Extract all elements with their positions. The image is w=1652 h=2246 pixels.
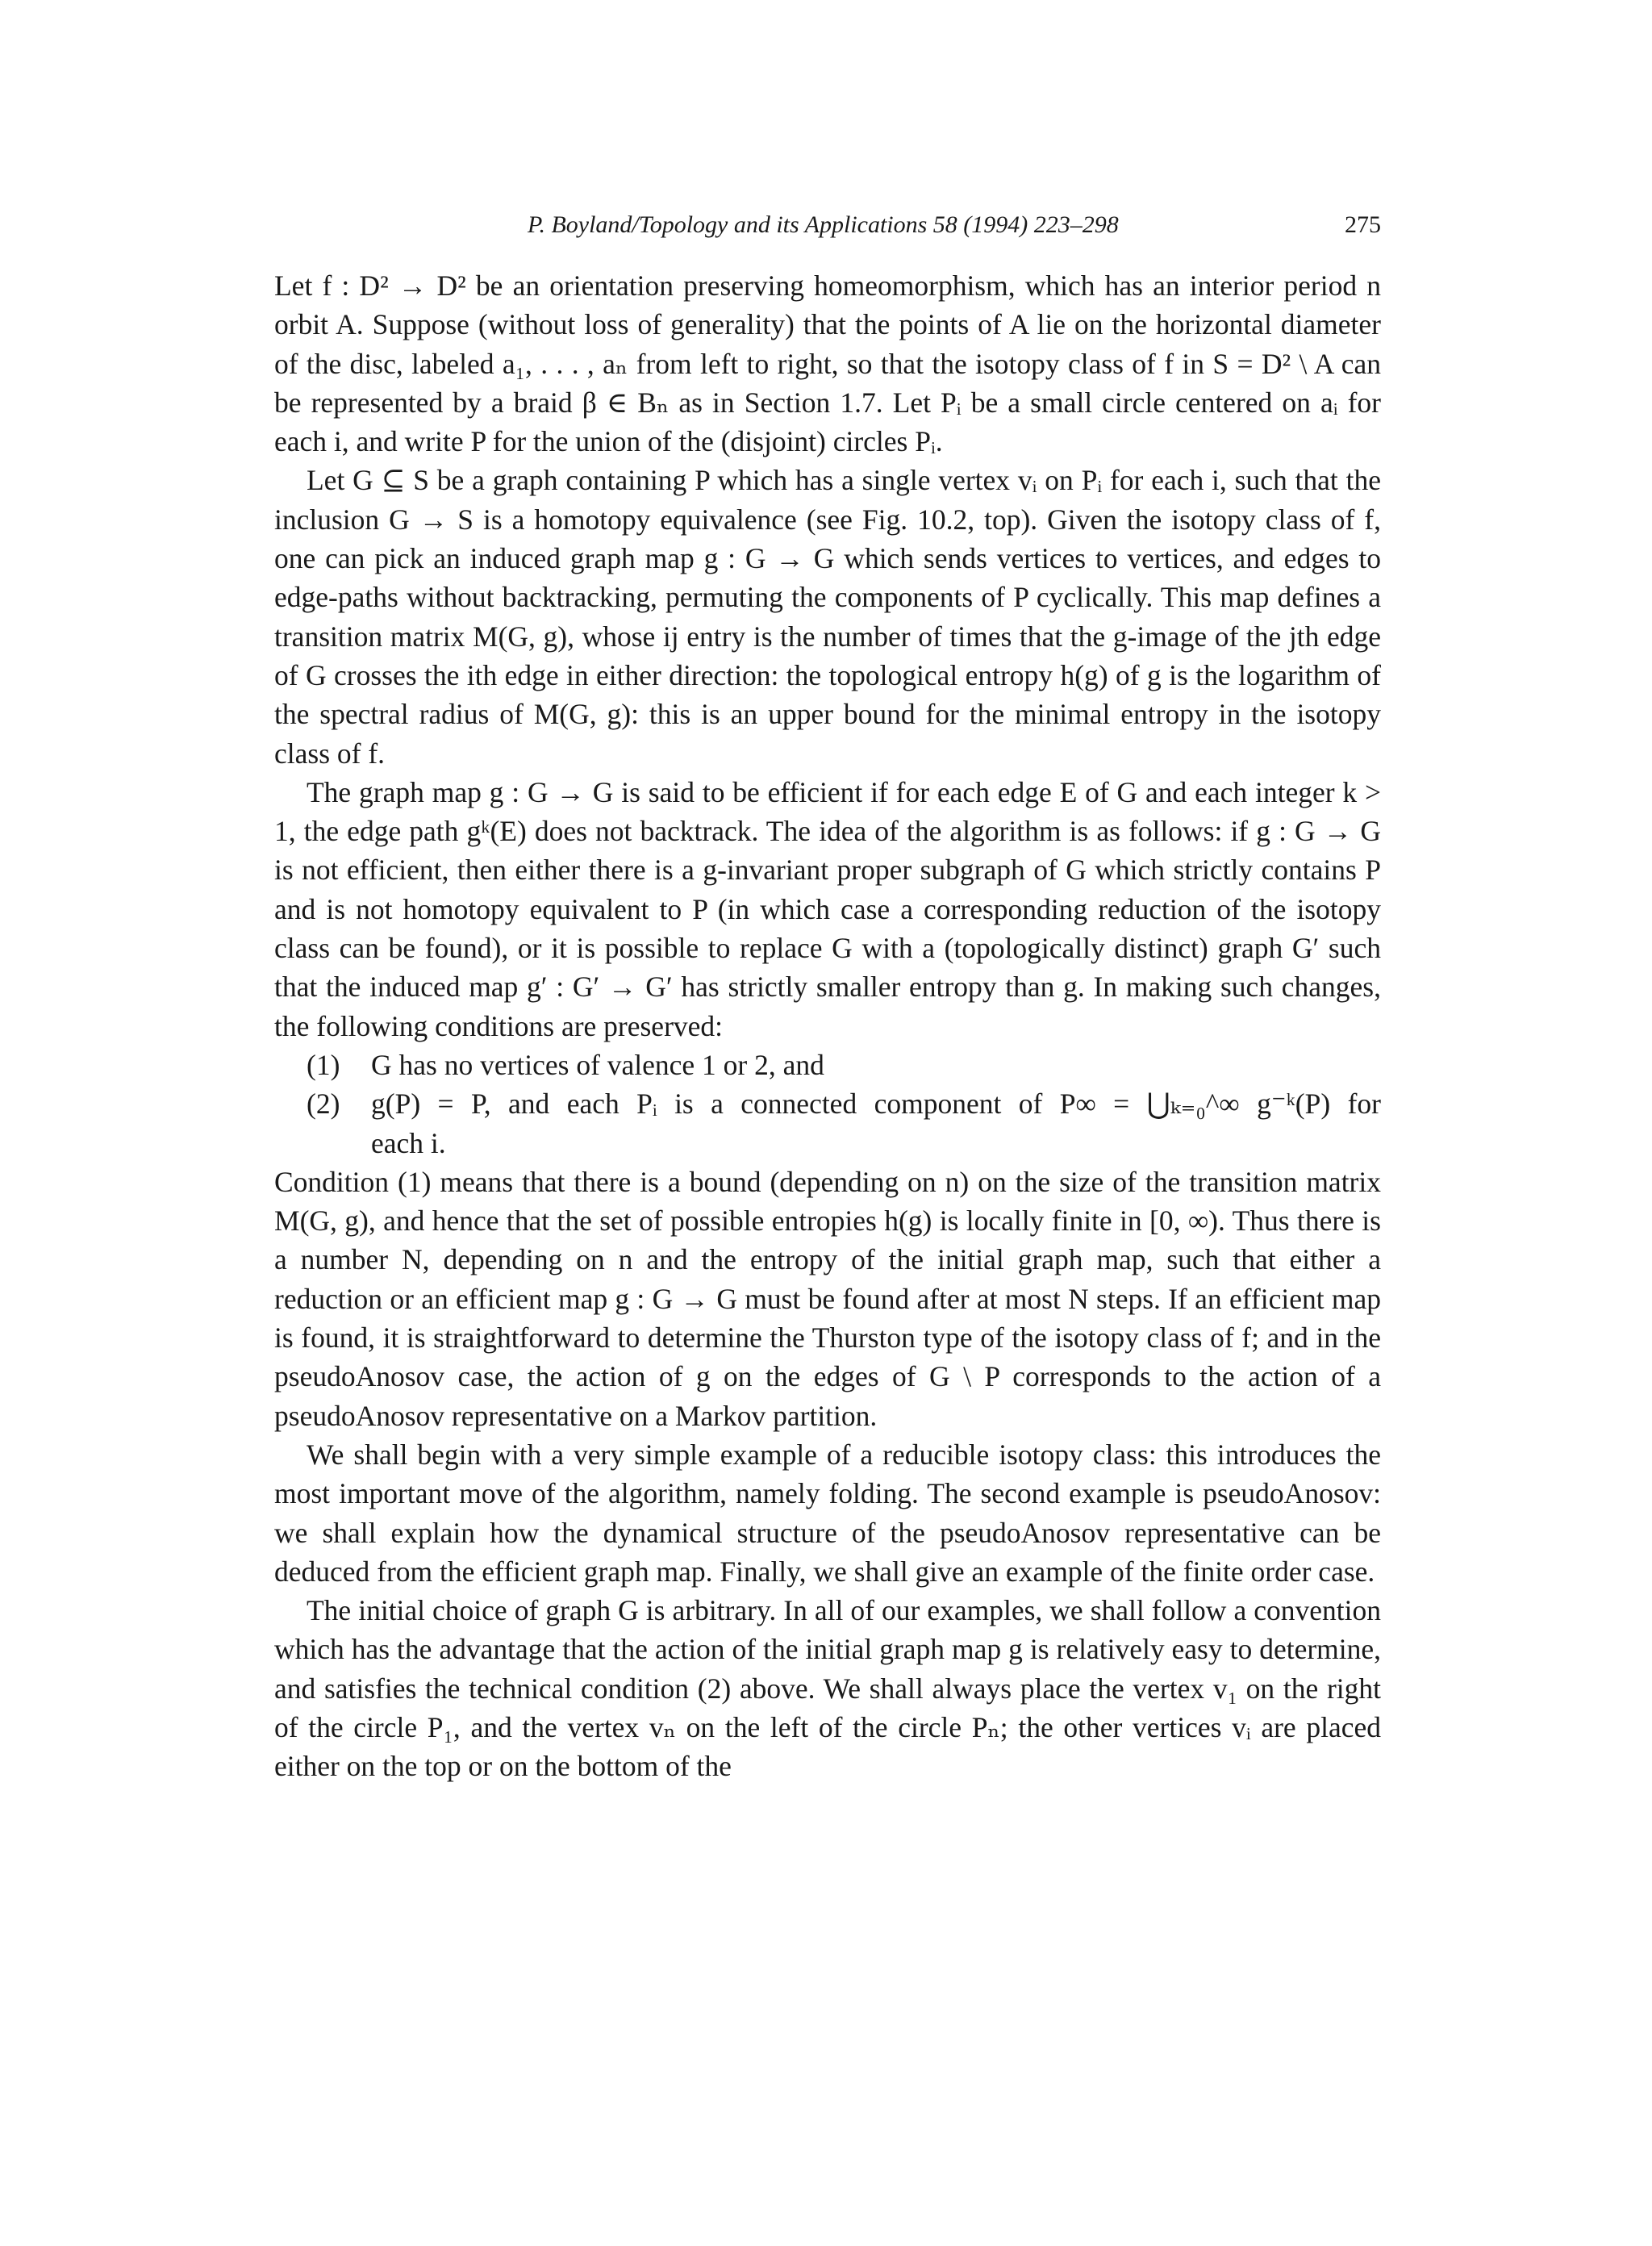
condition-text: G has no vertices of valence 1 or 2, and xyxy=(371,1048,824,1081)
journal-page xyxy=(274,211,1381,1786)
paragraph: The graph map g : G → G is said to be efficient if for each edge E of G and each integer k > 1, the edge path gᵏ(E) does not backtrack. The idea of the algorithm is as follows: if g : G → G is not efficient, then either there is a g-invariant proper subgraph of G which strictly contains P and is not homotopy equivalent to P (in which case a corresponding reduction of the isotopy class can be found), or it is possible to replace G with a (topologically distinct) graph G′ such that the induced map g′ : G′ → G′ has strictly smaller entropy than g. In making such changes, the following conditions are preserved: xyxy=(274,775,1381,1042)
condition-label: (1) xyxy=(307,1048,340,1081)
paragraph: Let G ⊆ S be a graph containing P which has a single vertex vᵢ on Pᵢ for each i, such that the inclusion G → S is a homotopy equivalence (see Fig. 10.2, top). Given the isotopy class of f, one can pick an induced graph map g : G → G which sends vertices to vertices, and edges to edge-paths without backtracking, permuting the components of P cyclically. This map defines a transition matrix M(G, g), whose ij entry is the number of times that the g-image of the jth edge of G crosses the ith edge in either direction: the topological entropy h(g) of g is the logarithm of the spectral radius of M(G, g): this is an upper bound for the minimal entropy in the isotopy class of f. xyxy=(274,464,1381,770)
running-title: P. Boyland/Topology and its Applications 58 (1994) 223–298 xyxy=(528,211,1119,238)
paragraph: Condition (1) means that there is a bound (depending on n) on the size of the transition matrix M(G, g), and hence that the set of possible entropies h(g) is locally finite in [0, ∞). Thus there is a number N, depending on n and the entropy of the initial graph map, such that either a reduction or an efficient map g : G → G must be found after at most N steps. If an efficient map is found, it is straightforward to determine the Thurston type of the isotopy class of f; and in the pseudoAnosov case, the action of g on the edges of G \ P corresponds to the action of a pseudoAnosov representative on a Markov partition. xyxy=(274,1165,1381,1432)
condition-text: g(P) = P, and each Pᵢ is a connected component of P∞ = ⋃ₖ₌₀^∞ g⁻ᵏ(P) for xyxy=(371,1088,1381,1121)
page-number: 275 xyxy=(1345,211,1381,238)
paragraph: The initial choice of graph G is arbitrary. In all of our examples, we shall follow a convention which has the advantage that the action of the initial graph map g is relatively easy to determine, and satisfies the technical condition (2) above. We shall always place the vertex v₁ on the right of the circle P₁, and the vertex vₙ on the left of the circle Pₙ; the other vertices vᵢ are placed either on the top or on the bottom of the xyxy=(274,1594,1381,1783)
condition-item xyxy=(274,1046,1381,1084)
body-text xyxy=(274,266,1381,1786)
condition-item xyxy=(274,1084,1381,1123)
paragraph: We shall begin with a very simple example of a reducible isotopy class: this introduces the most important move of the algorithm, namely folding. The second example is pseudoAnosov: we shall explain how the dynamical structure of the pseudoAnosov representative can be deduced from the efficient graph map. Finally, we shall give an example of the finite order case. xyxy=(274,1438,1381,1588)
paragraph: Let f : D² → D² be an orientation preserving homeomorphism, which has an interior period n orbit A. Suppose (without loss of generality) that the points of A lie on the horizontal diameter of the disc, labeled a₁, . . . , aₙ from left to right, so that the isotopy class of f in S = D² \ A can be represented by a braid β ∈ Bₙ as in Section 1.7. Let Pᵢ be a small circle centered on aᵢ for each i, and write P for the union of the (disjoint) circles Pᵢ. xyxy=(274,269,1381,458)
running-header xyxy=(274,211,1381,250)
condition-label: (2) xyxy=(307,1088,340,1121)
condition-continuation: each i. xyxy=(371,1126,446,1159)
